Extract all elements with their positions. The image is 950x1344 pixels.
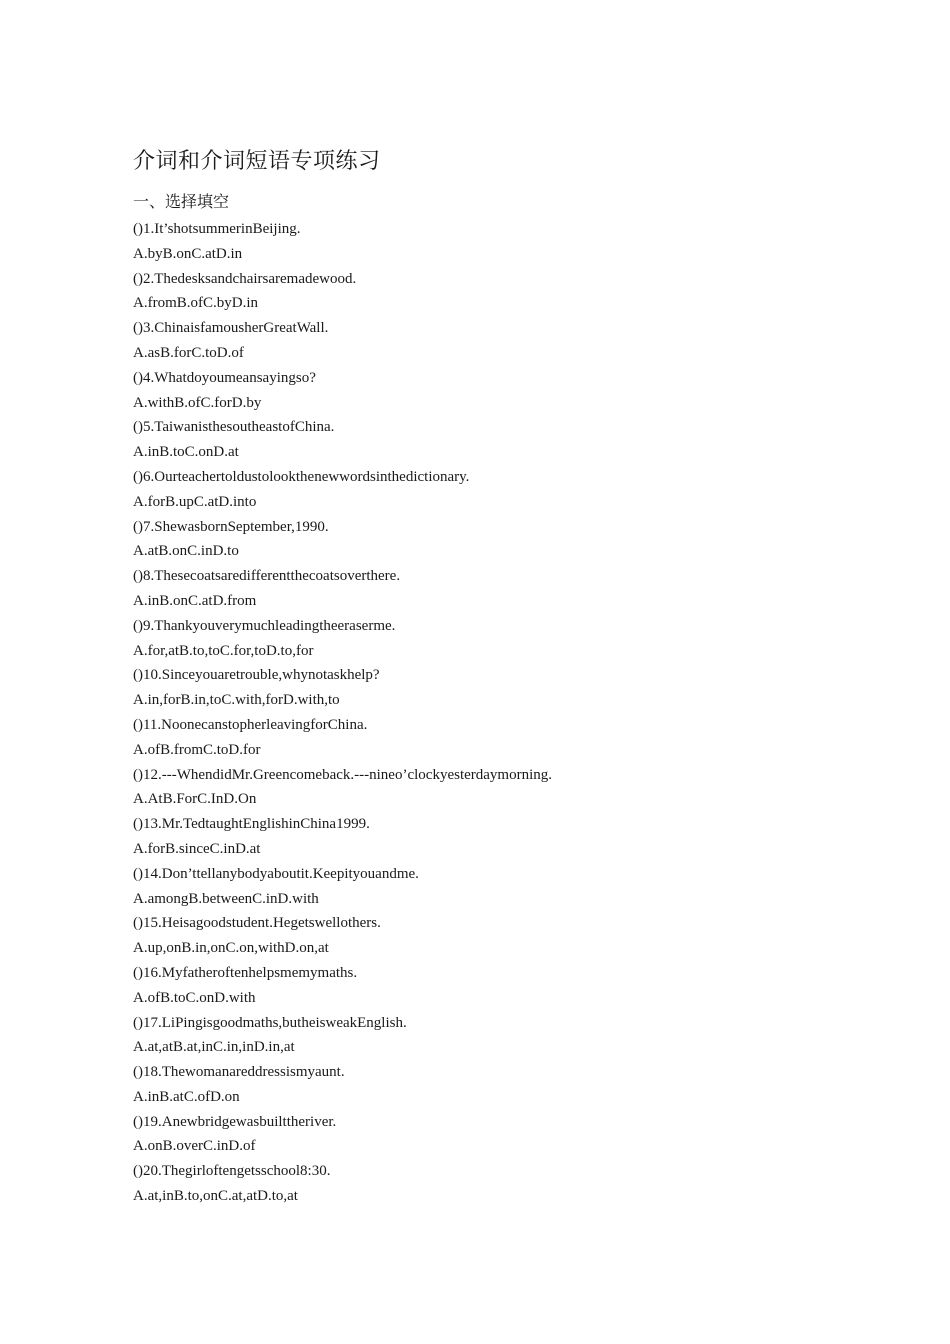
question-item <box>133 515 833 565</box>
question-options: A.atB.onC.inD.to <box>133 543 239 560</box>
question-text: ()16.Myfatheroftenhelpsmemymaths. <box>133 964 358 981</box>
question-options: A.inB.toC.onD.at <box>133 444 239 461</box>
question-item <box>133 316 833 366</box>
document-page <box>133 146 833 1209</box>
question-text: ()19.Anewbridgewasbuilttheriver. <box>133 1113 337 1130</box>
question-options: A.at,atB.at,inC.in,inD.in,at <box>133 1039 295 1056</box>
question-item <box>133 812 833 862</box>
question-options: A.forB.upC.atD.into <box>133 493 257 510</box>
question-options: A.forB.sinceC.inD.at <box>133 840 261 857</box>
question-item <box>133 217 833 267</box>
question-options: A.ofB.toC.onD.with <box>133 989 256 1006</box>
question-options: A.at,inB.to,onC.at,atD.to,at <box>133 1188 298 1205</box>
question-item <box>133 1159 833 1209</box>
question-item <box>133 415 833 465</box>
question-text: ()13.Mr.TedtaughtEnglishinChina1999. <box>133 816 370 833</box>
question-text: ()4.Whatdoyoumeansayingso? <box>133 369 316 386</box>
question-text: ()17.LiPingisgoodmaths,butheisweakEnglish. <box>133 1014 407 1031</box>
question-options: A.in,forB.in,toC.with,forD.with,to <box>133 692 340 709</box>
question-options: A.amongB.betweenC.inD.with <box>133 890 319 907</box>
question-text: ()9.Thankyouverymuchleadingtheeraserme. <box>133 617 396 634</box>
question-options: A.onB.overC.inD.of <box>133 1138 256 1155</box>
question-options: A.AtB.ForC.InD.On <box>133 791 257 808</box>
question-item <box>133 961 833 1011</box>
question-options: A.for,atB.to,toC.for,toD.to,for <box>133 642 314 659</box>
question-options: A.fromB.ofC.byD.in <box>133 295 258 312</box>
question-text: ()7.ShewasbornSeptember,1990. <box>133 518 329 535</box>
question-item <box>133 1060 833 1110</box>
question-text: ()10.Sinceyouaretrouble,whynotaskhelp? <box>133 667 380 684</box>
question-text: ()18.Thewomanareddressismyaunt. <box>133 1064 345 1081</box>
question-options: A.inB.onC.atD.from <box>133 592 257 609</box>
question-options: A.up,onB.in,onC.on,withD.on,at <box>133 940 329 957</box>
question-item <box>133 911 833 961</box>
question-text: ()11.NoonecanstopherleavingforChina. <box>133 716 368 733</box>
question-item <box>133 763 833 813</box>
question-item <box>133 614 833 664</box>
question-item <box>133 663 833 713</box>
section-heading: 一、选择填空 <box>133 194 230 211</box>
question-item <box>133 1110 833 1160</box>
question-options: A.ofB.fromC.toD.for <box>133 741 261 758</box>
question-text: ()15.Heisagoodstudent.Hegetswellothers. <box>133 915 381 932</box>
document-title: 介词和介词短语专项练习 <box>133 148 381 173</box>
question-item <box>133 366 833 416</box>
question-text: ()8.Thesecoatsaredifferentthecoatsoverthere. <box>133 568 401 585</box>
question-item <box>133 713 833 763</box>
question-text: ()20.Thegirloftengetsschool8:30. <box>133 1163 331 1180</box>
question-options: A.withB.ofC.forD.by <box>133 394 262 411</box>
question-text: ()2.Thedesksandchairsaremadewood. <box>133 270 357 287</box>
question-options: A.asB.forC.toD.of <box>133 344 244 361</box>
question-list <box>133 217 833 1209</box>
question-options: A.byB.onC.atD.in <box>133 245 243 262</box>
question-text: ()12.---WhendidMr.Greencomeback.---nineo’clockyesterdaymorning. <box>133 766 552 783</box>
question-item <box>133 267 833 317</box>
question-text: ()14.Don’ttellanybodyaboutit.Keepityouandme. <box>133 865 419 882</box>
question-item <box>133 1011 833 1061</box>
question-text: ()3.ChinaisfamousherGreatWall. <box>133 320 329 337</box>
question-text: ()1.It’shotsummerinBeijing. <box>133 221 301 237</box>
question-text: ()5.TaiwanisthesoutheastofChina. <box>133 419 335 436</box>
question-item <box>133 564 833 614</box>
question-item <box>133 862 833 912</box>
question-text: ()6.Ourteachertoldustolookthenewwordsinthedictionary. <box>133 468 470 485</box>
question-options: A.inB.atC.ofD.on <box>133 1088 240 1105</box>
question-item <box>133 465 833 515</box>
